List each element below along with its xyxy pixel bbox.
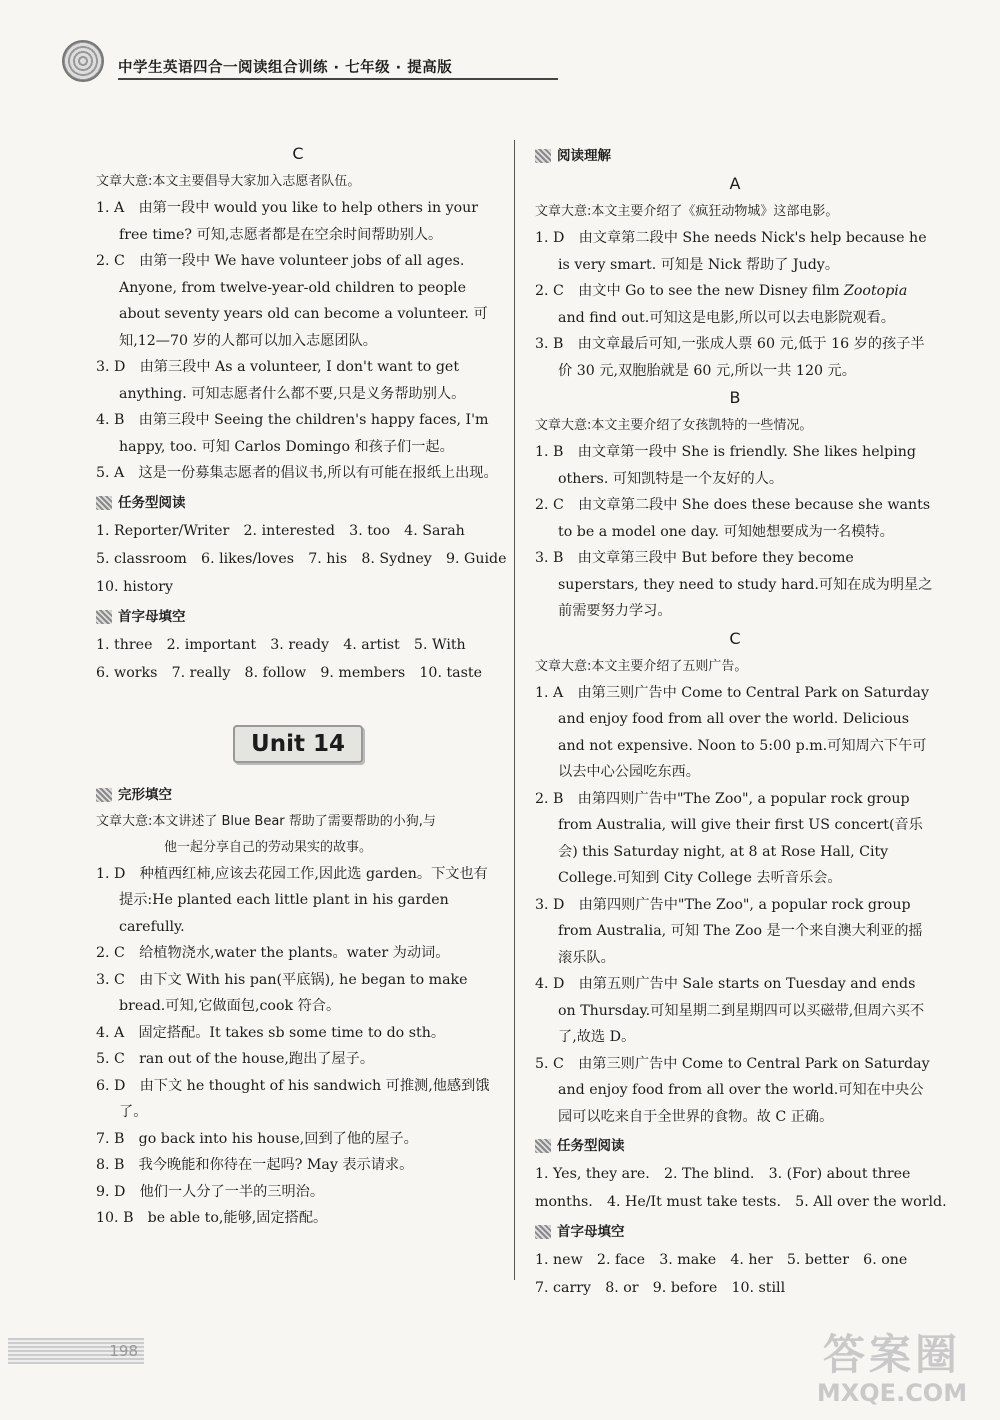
answer-item: 9. D 他们一人分了一半的三明治。 [96,1183,325,1200]
answer-item: 7. B go back into his house,回到了他的屋子。 [96,1130,418,1147]
reading-label: 阅读理解 [557,148,611,164]
film-title: Zootopia [844,283,908,299]
answer-item [535,278,935,331]
cloze-answers [96,861,500,1232]
answer-item: 3. B 由文章第三段中 But before they become superstars, they need to study hard.可知在成为明星之前需要努力学习。 [535,550,933,619]
initial-row: 7. carry 8. or 9. before 10. still [535,1280,786,1296]
answer-item: 3. D 由第四则广告中"The Zoo", a popular rock group from Australia, 可知 The Zoo 是一个来自澳大利亚的摇滚乐队。 [535,896,923,966]
answer-item: 2. C 给植物浇水,water the plants。water 为动词。 [96,945,450,961]
section-a-heading: A [729,174,741,193]
answers-c [96,195,500,487]
page-header [62,36,502,88]
section-b-heading: B [729,388,741,407]
task-row: 10. history [96,578,174,595]
answer-item: 3. D 由第三段中 As a volunteer, I don't want to get anything. 可知志愿者什么都不要,只是义务帮助别人。 [96,359,466,402]
right-column [535,140,947,1302]
answer-item: 4. A 固定搭配。It takes sb some time to do sth。 [96,1024,446,1041]
task-row: 1. Reporter/Writer 2. interested 3. too 4. Sarah [96,522,465,539]
task-reading-heading [535,1132,935,1160]
task-reading-heading [96,489,500,517]
task-reading-label: 任务型阅读 [118,494,186,511]
initial-letter-heading [96,603,500,631]
section-marker-icon [96,496,112,510]
answer-item: 8. B 我今晚能和你待在一起吗? May 表示请求。 [96,1157,414,1173]
cloze-summary-cont: 他一起分享自己的劳动果实的故事。 [164,839,373,855]
summary-c: 文章大意:本文主要倡导大家加入志愿者队伍。 [96,174,361,189]
answer-item: 4. B 由第三段中 Seeing the children's happy faces, I'm happy, too. 可知 Carlos Domingo 和孩子们一起。 [96,412,489,455]
answer-item: 10. B be able to,能够,固定搭配。 [96,1210,328,1226]
series-logo-icon [62,40,104,82]
initial-row: 1. three 2. important 3. ready 4. artist 5. With [96,636,466,653]
answer-item: 2. C 由第一段中 We have volunteer jobs of all ages. Anyone, from twelve-year-old children to people about seventy years old can become a volunteer. 可知,12—70 岁的人都可以加入志愿团队。 [96,253,488,349]
answer-item: 2. C 由文章第二段中 She does these because she wants to be a model one day. 可知她想要成为一名模特。 [535,497,931,540]
unit-banner [96,725,500,763]
site-watermark [792,1330,992,1412]
book-title: 中学生英语四合一阅读组合训练 · 七年级 · 提高版 [118,60,453,76]
answer-item: 1. D 由文章第二段中 She needs Nick's help because he is very smart. 可知是 Nick 帮助了 Judy。 [535,230,927,273]
answer-text: and find out.可知这是电影,所以可以去电影院观看。 [558,309,895,326]
answer-item: 1. B 由文章第一段中 She is friendly. She likes helping others. 可知凯特是一个友好的人。 [535,444,916,487]
initial-row: 1. new 2. face 3. make 4. her 5. better 6. one [535,1252,908,1268]
summary-a: 文章大意:本文主要介绍了《疯狂动物城》这部电影。 [535,204,839,219]
cloze-heading [96,781,500,809]
section-marker-icon [535,1139,551,1153]
initial-row: 6. works 7. really 8. follow 9. members 10. taste [96,664,483,681]
initial-letter-label: 首字母填空 [557,1224,625,1240]
answer-item: 3. B 由文章最后可知,一张成人票 60 元,低于 16 岁的孩子半价 30 元,双胞胎就是 60 元,所以一共 120 元。 [535,336,925,379]
section-c-heading: C [292,144,304,163]
answer-text: 2. C 由文中 Go to see the new Disney film [535,283,845,299]
answer-item: 5. A 这是一份募集志愿者的倡议书,所以有可能在报纸上出现。 [96,465,498,481]
summary-c: 文章大意:本文主要介绍了五则广告。 [535,658,748,674]
answer-item: 2. B 由第四则广告中"The Zoo", a popular rock group from Australia, will give their first US concert(音乐会) this Saturday night, at 8 at Rose Hall, City College.可知到 City College 去听音乐会。 [535,790,923,886]
task-reading-label: 任务型阅读 [557,1138,625,1154]
answer-item: 4. D 由第五则广告中 Sale starts on Tuesday and ends on Thursday.可知星期二到星期四可以买磁带,但周六买不了,故选 D。 [535,976,925,1045]
page-number: 198 [8,1338,144,1364]
section-marker-icon [535,1225,551,1239]
left-column [96,140,507,1232]
answer-item: 1. A 由第三则广告中 Come to Central Park on Saturday and enjoy food from all over the world. Delicious and not expensive. Noon to 5:00 p.m.可知周六下午可以去中心公园吃东西。 [535,684,929,780]
summary-b: 文章大意:本文主要介绍了女孩凯特的一些情况。 [535,418,813,433]
answer-item: 5. C 由第三则广告中 Come to Central Park on Saturday and enjoy food from all over the world.可知在中央公园可以吃来自于全世界的食物。故 C 正确。 [535,1055,930,1125]
reading-heading [535,142,935,170]
answer-item: 3. C 由下文 With his pan(平底锅), he began to make bread.可知,它做面包,cook 符合。 [96,971,468,1014]
section-marker-icon [96,610,112,624]
task-row: 1. Yes, they are. 2. The blind. 3. (For) about three [535,1166,911,1182]
initial-letter-heading [535,1218,935,1246]
cloze-label: 完形填空 [118,786,172,803]
task-row: 5. classroom 6. likes/loves 7. his 8. Sydney 9. Guide [96,550,507,567]
header-rule [118,78,558,80]
cloze-summary: 文章大意:本文讲述了 Blue Bear 帮助了需要帮助的小狗,与 [96,813,436,829]
section-c-heading: C [729,628,741,648]
task-row: months. 4. He/It must take tests. 5. All over the world. [535,1194,947,1210]
section-marker-icon [535,149,551,163]
answer-item: 5. C ran out of the house,跑出了屋子。 [96,1051,375,1067]
answer-item: 1. D 种植西红柿,应该去花园工作,因此选 garden。下文也有提示:He planted each little plant in his garden carefully. [96,865,488,935]
column-divider [514,140,515,1280]
watermark-bottom: MXQE.COM [816,1379,968,1407]
watermark-top: 答案圈 [822,1330,961,1379]
answer-item: 1. A 由第一段中 would you like to help others in your free time? 可知,志愿者都是在空余时间帮助别人。 [96,200,479,243]
initial-letter-label: 首字母填空 [118,608,186,625]
answer-item: 6. D 由下文 he thought of his sandwich 可推测,他感到饿了。 [96,1077,490,1120]
unit-title: Unit 14 [233,725,363,763]
section-marker-icon [96,788,112,802]
